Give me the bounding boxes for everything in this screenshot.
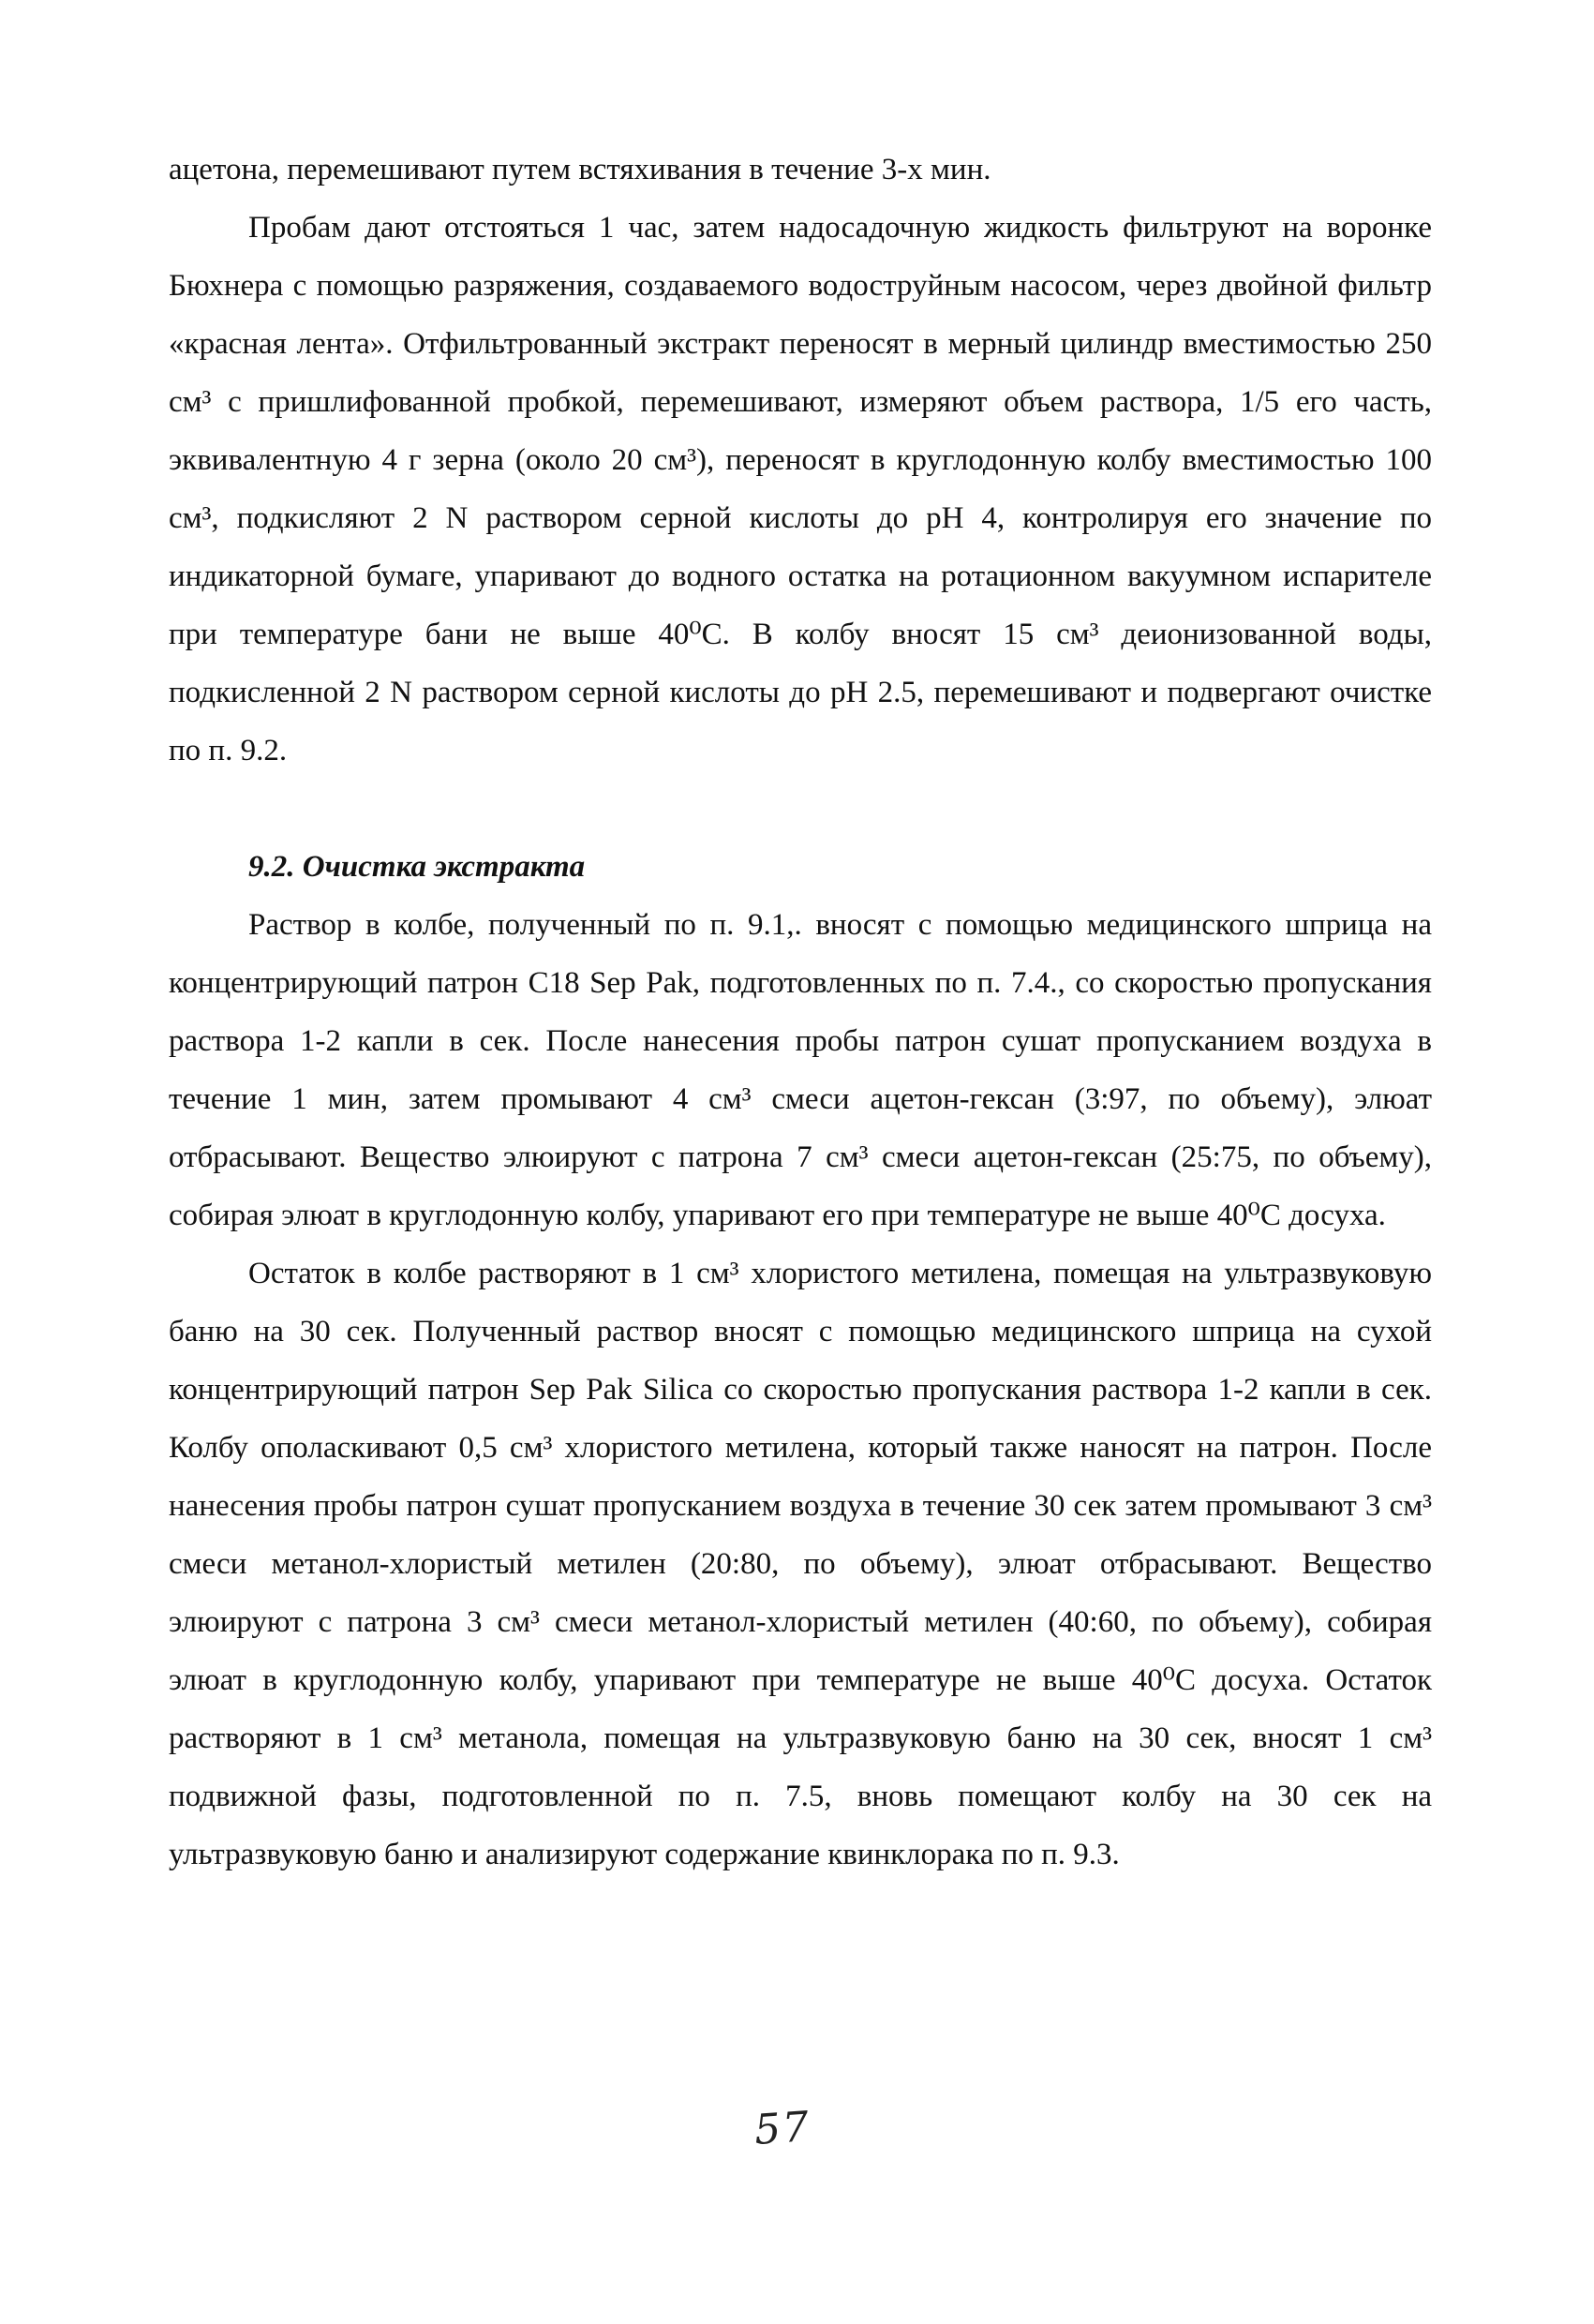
paragraph-extraction: Пробам дают отстояться 1 час, затем надосадочную жидкость фильтруют на воронке Бюхнера с помощью разряжения, создаваемого водоструйным насосом, через двойной фильтр «красная лента». Отфильтрованный экстракт переносят в мерный цилиндр вместимостью 250 см³ с пришлифованной пробкой, перемешивают, измеряют объем раствора, 1/5 его часть, эквивалентную 4 г зерна (около 20 см³), переносят в круглодонную колбу вместимостью 100 см³, подкисляют 2 N раствором серной кислоты до pH 4, контролируя его значение по индикаторной бумаге, упаривают до водного остатка на ротационном вакуумном испарителе при температуре бани не выше 40⁰С. В колбу вносят 15 см³ деионизованной воды, подкисленной 2 N раствором серной кислоты до pH 2.5, перемешивают и подвергают очистке по п. 9.2. — [169, 211, 1432, 767]
section-heading: 9.2. Очистка экстракта — [248, 850, 586, 884]
paragraph-cleanup-1: Раствор в колбе, полученный по п. 9.1,. вносят с помощью медицинского шприца на концентрирующий патрон С18 Sep Pak, подготовленных по п. 7.4., со скоростью пропускания раствора 1-2 капли в сек. После нанесения пробы патрон сушат пропусканием воздуха в течение 1 мин, затем промывают 4 см³ смеси ацетон-гексан (3:97, по объему), элюат отбрасывают. Вещество элюируют с патрона 7 см³ смеси ацетон-гексан (25:75, по объему), собирая элюат в круглодонную колбу, упаривают его при температуре не выше 40⁰С досуха. — [169, 908, 1432, 1232]
page-number: 57 — [752, 2102, 812, 2155]
paragraph-continuation: ацетона, перемешивают путем встяхивания в течение 3-х мин. — [169, 153, 991, 186]
paragraph-cleanup-2: Остаток в колбе растворяют в 1 см³ хлористого метилена, помещая на ультразвуковую баню на 30 сек. Полученный раствор вносят с помощью медицинского шприца на сухой концентрирующий патрон Sep Pak Silica со скоростью пропускания раствора 1-2 капли в сек. Колбу ополаскивают 0,5 см³ хлористого метилена, который также наносят на патрон. После нанесения пробы патрон сушат пропусканием воздуха в течение 30 сек затем промывают 3 см³ смеси метанол-хлористый метилен (20:80, по объему), элюат отбрасывают. Вещество элюируют с патрона 3 см³ смеси метанол-хлористый метилен (40:60, по объему), собирая элюат в круглодонную колбу, упаривают при температуре не выше 40⁰С досуха. Остаток растворяют в 1 см³ метанола, помещая на ультразвуковую баню на 30 сек, вносят 1 см³ подвижной фазы, подготовленной по п. 7.5, вновь помещают колбу на 30 сек на ультразвуковую баню и анализируют содержание квинклорака по п. 9.3. — [169, 1257, 1432, 1871]
document-body — [169, 141, 1432, 1884]
